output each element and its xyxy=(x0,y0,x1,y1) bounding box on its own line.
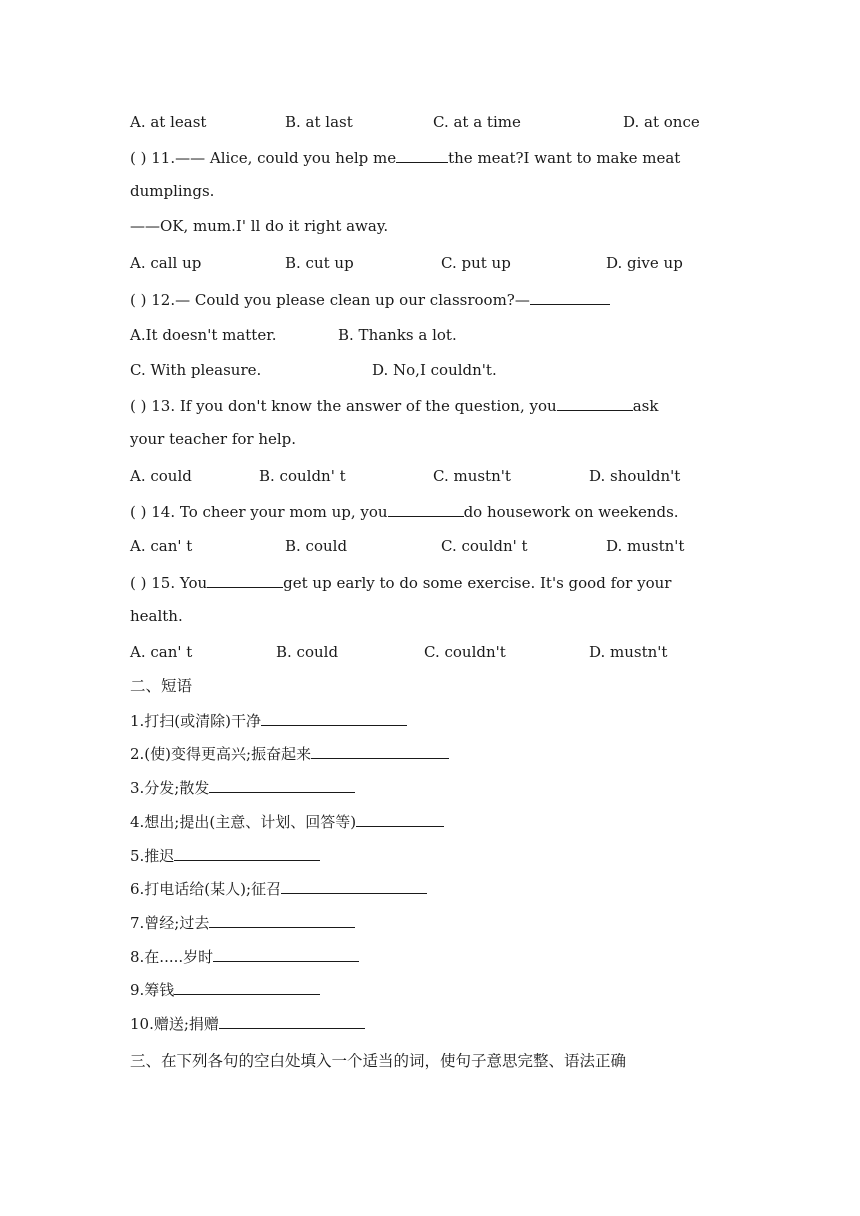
option-a: A.It doesn't matter. xyxy=(130,326,277,344)
answer-blank[interactable] xyxy=(174,979,320,995)
q10-options xyxy=(130,112,700,132)
phrase-item xyxy=(130,777,355,798)
option-c: C. couldn' t xyxy=(441,537,528,555)
option-c: C. at a time xyxy=(433,113,521,131)
option-b: B. couldn' t xyxy=(259,467,346,485)
answer-blank[interactable] xyxy=(261,710,407,726)
q14-options xyxy=(130,536,684,556)
option-b: B. cut up xyxy=(285,254,354,272)
option-d: D. mustn't xyxy=(589,643,668,661)
q11-options xyxy=(130,253,683,273)
phrase-item xyxy=(130,878,427,899)
phrase-item xyxy=(130,743,449,764)
option-a: A. at least xyxy=(130,113,207,131)
phrase-item xyxy=(130,946,359,967)
phrase-text: 1.打扫(或清除)干净 xyxy=(130,712,262,730)
answer-blank[interactable] xyxy=(281,878,427,894)
option-b: B. could xyxy=(276,643,339,661)
q14-stem xyxy=(130,501,679,522)
answer-blank[interactable] xyxy=(311,743,449,759)
q11-reply: ——OK, mum.I' ll do it right away. xyxy=(130,217,389,235)
option-a: A. could xyxy=(130,467,192,485)
phrase-item xyxy=(130,912,355,933)
phrase-text: 9.筹钱 xyxy=(130,981,175,999)
answer-blank[interactable] xyxy=(356,811,444,827)
q14-suffix: do housework on weekends. xyxy=(463,503,679,521)
option-d: D. shouldn't xyxy=(589,467,681,485)
option-c: C. couldn't xyxy=(424,643,506,661)
answer-blank[interactable] xyxy=(209,912,355,928)
phrase-text: 3.分发;散发 xyxy=(130,779,210,797)
phrase-item xyxy=(130,845,320,866)
answer-blank[interactable] xyxy=(557,395,633,411)
q11-prefix: ( ) 11.—— Alice, could you help me xyxy=(130,149,397,167)
section-title: 二、短语 xyxy=(130,677,193,695)
option-d: D. No,I couldn't. xyxy=(372,361,497,379)
answer-blank[interactable] xyxy=(207,572,283,588)
phrase-text: 2.(使)变得更高兴;振奋起来 xyxy=(130,745,312,763)
option-d: D. at once xyxy=(623,113,700,131)
phrase-text: 5.推迟 xyxy=(130,847,175,865)
q12-stem xyxy=(130,289,610,310)
phrase-text: 10.赠送;捐赠 xyxy=(130,1015,219,1033)
answer-blank[interactable] xyxy=(530,289,610,305)
q11-stem xyxy=(130,147,680,168)
phrase-item xyxy=(130,1013,365,1034)
phrase-text: 6.打电话给(某人);征召 xyxy=(130,880,282,898)
q13-suffix: ask xyxy=(632,397,659,415)
option-d: D. give up xyxy=(606,254,683,272)
q15-suffix: get up early to do some exercise. It's good for your xyxy=(283,574,672,592)
q15-options xyxy=(130,642,667,662)
q12-prefix: ( ) 12.— Could you please clean up our classroom?— xyxy=(130,291,530,309)
option-d: D. mustn't xyxy=(606,537,685,555)
answer-blank[interactable] xyxy=(213,946,359,962)
option-b: B. Thanks a lot. xyxy=(338,326,457,344)
section-title: 三、在下列各句的空白处填入一个适当的词，使句子意思完整、语法正确 xyxy=(130,1052,627,1070)
q14-prefix: ( ) 14. To cheer your mom up, you xyxy=(130,503,388,521)
q15-continuation: health. xyxy=(130,607,183,625)
option-b: B. could xyxy=(285,537,348,555)
option-b: B. at last xyxy=(285,113,353,131)
phrase-text: 7.曾经;过去 xyxy=(130,914,210,932)
q13-prefix: ( ) 13. If you don't know the answer of the question, you xyxy=(130,397,557,415)
phrase-item xyxy=(130,811,444,832)
q11-suffix: the meat?I want to make meat xyxy=(448,149,681,167)
option-c: C. put up xyxy=(441,254,511,272)
q13-options xyxy=(130,466,680,486)
answer-blank[interactable] xyxy=(209,777,355,793)
q15-prefix: ( ) 15. You xyxy=(130,574,208,592)
answer-blank[interactable] xyxy=(388,501,464,517)
q11-continuation: dumplings. xyxy=(130,182,215,200)
answer-blank[interactable] xyxy=(219,1013,365,1029)
phrase-text: 4.想出;提出(主意、计划、回答等) xyxy=(130,813,357,831)
option-a: A. call up xyxy=(130,254,202,272)
q13-continuation: your teacher for help. xyxy=(130,430,297,448)
answer-blank[interactable] xyxy=(396,147,448,163)
phrase-item xyxy=(130,710,407,731)
option-c: C. mustn't xyxy=(433,467,511,485)
q13-stem xyxy=(130,395,658,416)
answer-blank[interactable] xyxy=(174,845,320,861)
option-a: A. can' t xyxy=(130,643,193,661)
q12-options-row2 xyxy=(130,360,497,380)
q15-stem xyxy=(130,572,671,593)
phrase-item xyxy=(130,979,320,1000)
q12-options-row1 xyxy=(130,325,457,345)
option-a: A. can' t xyxy=(130,537,193,555)
phrase-text: 8.在.....岁时 xyxy=(130,948,214,966)
option-c: C. With pleasure. xyxy=(130,361,262,379)
